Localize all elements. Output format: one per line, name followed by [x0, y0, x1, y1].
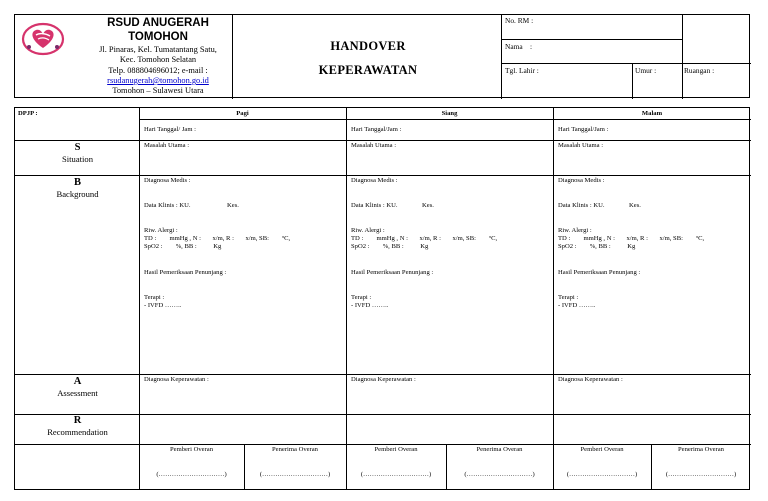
masalah-utama-malam: Masalah Utama :: [558, 142, 604, 149]
data-klinis-malam: Data Klinis : KU.: [558, 202, 605, 209]
vitals-td-siang: TD : mmHg , N : x/m, R : x/m, SB: ºC,: [351, 235, 498, 242]
divider: [553, 108, 554, 490]
hospital-address-line1: Jl. Pinaras, Kel. Tumatantang Satu,: [99, 45, 217, 54]
penerima-overan-pagi: Penerima Overan: [272, 446, 318, 453]
diagnosa-keperawatan-pagi: Diagnosa Keperawatan :: [144, 376, 209, 383]
penerima-overan-siang: Penerima Overan: [476, 446, 523, 453]
kes-malam: Kes.: [629, 202, 641, 209]
hari-tanggal-pagi: Hari Tanggal/ Jam :: [144, 126, 196, 133]
vitals-spo2-siang: SpO2 : %, BB : Kg: [351, 243, 429, 250]
data-klinis-siang: Data Klinis : KU.: [351, 202, 398, 209]
section-a-name: Assessment: [57, 388, 98, 398]
shift-header-siang: Siang: [441, 110, 458, 117]
data-klinis-pagi: Data Klinis : KU.: [144, 202, 191, 209]
signature-field-pemberi-siang[interactable]: (…………………………): [360, 471, 432, 478]
divider: [15, 140, 751, 141]
signature-field-penerima-siang[interactable]: (…………………………): [464, 471, 535, 478]
pemberi-overan-malam: Pemberi Overan: [580, 446, 624, 453]
section-a-letter: A: [73, 376, 82, 387]
section-s-letter: S: [74, 142, 81, 153]
divider: [682, 63, 683, 99]
hari-tanggal-malam: Hari Tanggal/Jam :: [558, 126, 609, 133]
ruangan-label: Ruangan :: [684, 66, 715, 75]
diagnosa-medis-siang: Diagnosa Medis :: [351, 177, 398, 184]
pemberi-overan-siang: Pemberi Overan: [374, 446, 418, 453]
hospital-email-link[interactable]: rsudanugerah@tomohon.go.id: [107, 76, 209, 85]
signature-field-pemberi-pagi[interactable]: (…………………………): [156, 471, 227, 478]
divider: [501, 15, 502, 99]
no-rm-label: No. RM :: [505, 16, 534, 25]
kes-siang: Kes.: [422, 202, 434, 209]
section-b-letter: B: [73, 177, 81, 188]
handover-table: [14, 107, 750, 490]
divider: [15, 175, 751, 176]
diagnosa-keperawatan-malam: Diagnosa Keperawatan :: [558, 376, 623, 383]
terapi-siang: Terapi :: [351, 294, 372, 301]
diagnosa-keperawatan-siang: Diagnosa Keperawatan :: [351, 376, 416, 383]
divider: [346, 108, 347, 490]
shift-header-malam: Malam: [641, 110, 663, 117]
section-b-name: Background: [56, 189, 99, 199]
divider: [15, 374, 751, 375]
divider: [501, 39, 682, 40]
tgl-lahir-label: Tgl. Lahir :: [505, 66, 539, 75]
shift-header-pagi: Pagi: [236, 110, 249, 117]
kes-pagi: Kes.: [227, 202, 239, 209]
hospital-city: Tomohon – Sulawesi Utara: [112, 86, 204, 95]
hasil-pemeriksaan-siang: Hasil Pemeriksaan Penunjang :: [351, 269, 434, 276]
nama-label: Nama :: [505, 42, 533, 51]
signature-field-penerima-pagi[interactable]: (…………………………): [259, 471, 331, 478]
divider: [501, 63, 751, 64]
masalah-utama-siang: Masalah Utama :: [351, 142, 397, 149]
riw-alergi-siang: Riw. Alergi :: [351, 227, 385, 234]
section-r-name: Recommendation: [47, 427, 108, 437]
hospital-name-line2: TOMOHON: [128, 31, 188, 43]
vitals-spo2-pagi: SpO2 : %, BB : Kg: [144, 243, 222, 250]
hospital-email-row: [77, 76, 239, 86]
vitals-td-malam: TD : mmHg , N : x/m, R : x/m, SB: ºC,: [558, 235, 705, 242]
hospital-address-line2: Kec. Tomohon Selatan: [119, 55, 197, 64]
section-r-letter: R: [73, 415, 82, 426]
hospital-phone: Telp. 088804696012; e-mail :: [108, 66, 208, 75]
ivfd-siang: - IVFD ……..: [351, 302, 389, 309]
umur-label: Umur :: [635, 66, 657, 75]
hari-tanggal-siang: Hari Tanggal/Jam :: [351, 126, 402, 133]
document-title-line1: HANDOVER: [330, 39, 406, 53]
hospital-logo: [21, 21, 65, 57]
terapi-malam: Terapi :: [558, 294, 579, 301]
divider: [15, 444, 751, 445]
ivfd-malam: - IVFD ……..: [558, 302, 596, 309]
hasil-pemeriksaan-pagi: Hasil Pemeriksaan Penunjang :: [144, 269, 227, 276]
hospital-name-line1: RSUD ANUGERAH: [107, 17, 209, 29]
vitals-td-pagi: TD : mmHg , N : x/m, R : x/m, SB: ºC,: [144, 235, 291, 242]
terapi-pagi: Terapi :: [144, 294, 165, 301]
pemberi-overan-pagi: Pemberi Overan: [169, 446, 214, 453]
riw-alergi-pagi: Riw. Alergi :: [144, 227, 178, 234]
section-s-name: Situation: [61, 154, 94, 164]
signature-field-penerima-malam[interactable]: (…………………………): [665, 471, 737, 478]
vitals-spo2-malam: SpO2 : %, BB : Kg: [558, 243, 636, 250]
signature-field-pemberi-malam[interactable]: (…………………………): [566, 471, 638, 478]
riw-alergi-malam: Riw. Alergi :: [558, 227, 592, 234]
diagnosa-medis-malam: Diagnosa Medis :: [558, 177, 605, 184]
dpjp-label: DPJP :: [18, 110, 38, 117]
divider: [682, 15, 683, 63]
ivfd-pagi: - IVFD ……..: [144, 302, 182, 309]
hasil-pemeriksaan-malam: Hasil Pemeriksaan Penunjang :: [558, 269, 641, 276]
divider: [632, 63, 633, 99]
diagnosa-medis-pagi: Diagnosa Medis :: [144, 177, 191, 184]
header-box: [14, 14, 750, 98]
divider: [139, 119, 751, 120]
penerima-overan-malam: Penerima Overan: [678, 446, 724, 453]
masalah-utama-pagi: Masalah Utama :: [144, 142, 190, 149]
document-title-line2: KEPERAWATAN: [318, 63, 418, 77]
